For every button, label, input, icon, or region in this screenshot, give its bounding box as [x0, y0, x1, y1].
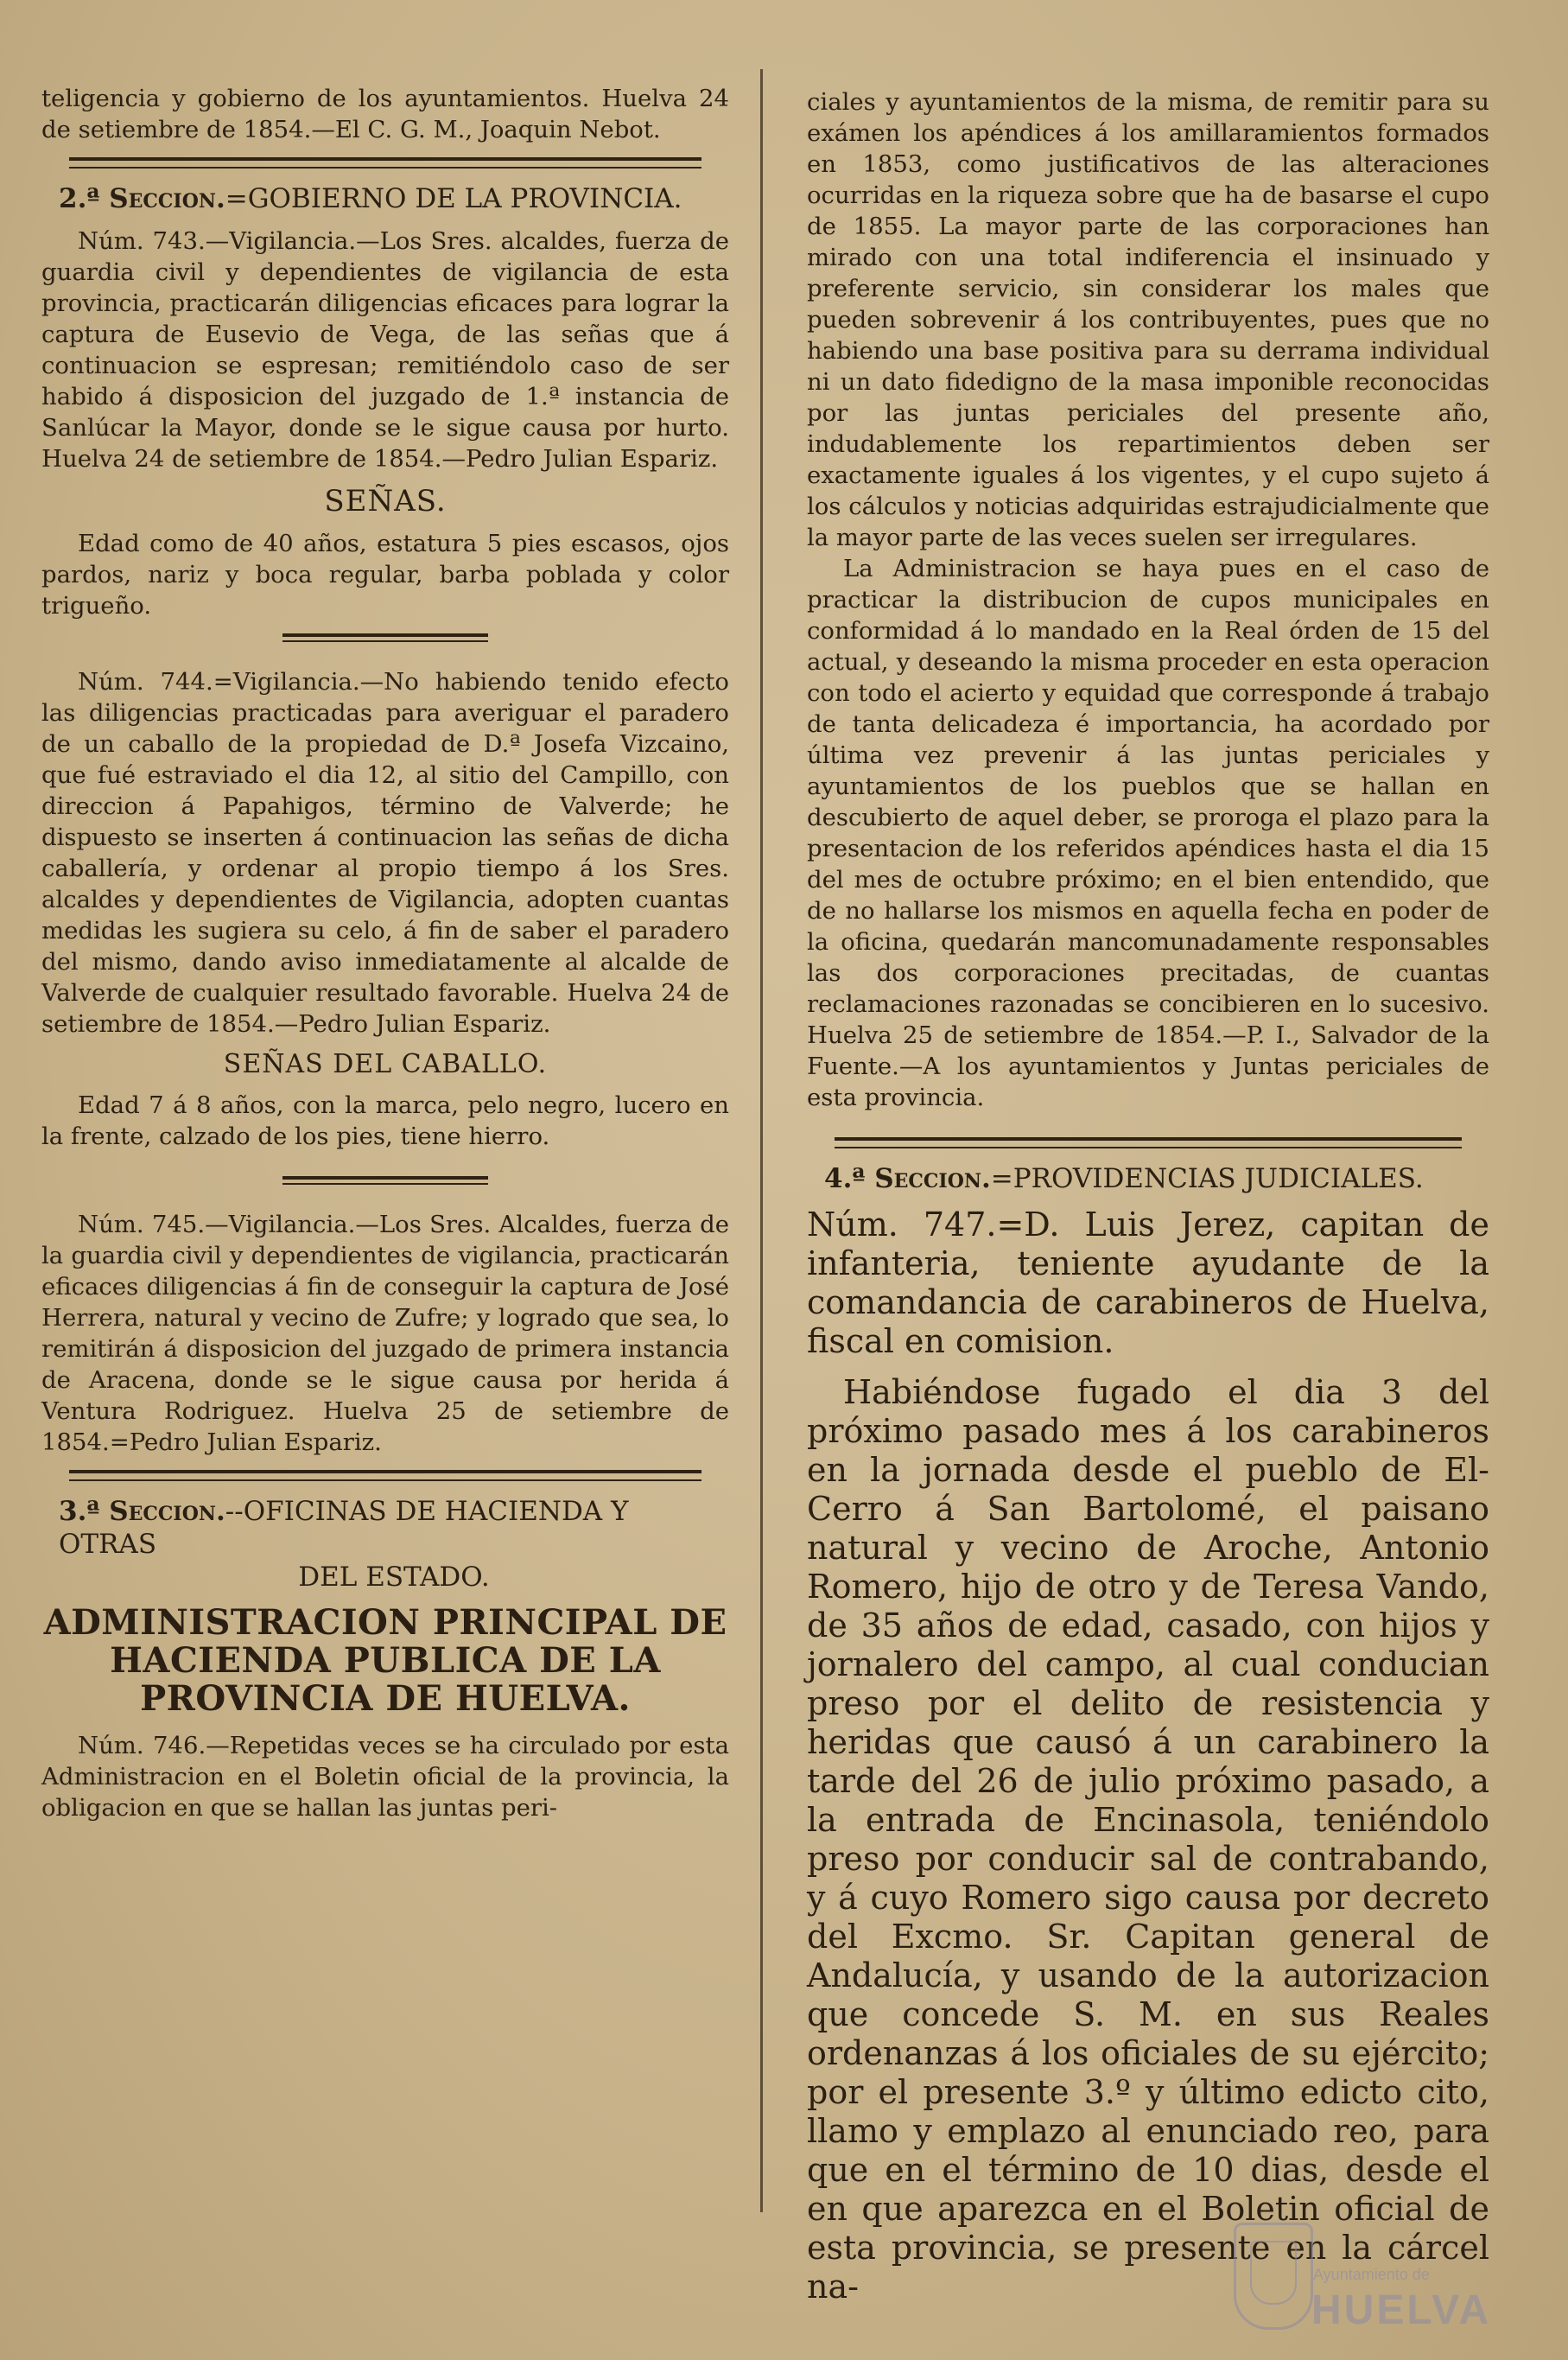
- separator-short: [282, 633, 489, 642]
- notice-743: Núm. 743.—Vigilancia.—Los Sres. alcaldes, fuerza de guardia civil y dependientes de vigilancia de esta provincia, practicarán diligencias eficaces para lograr la captura de Eusevio de Vega, de las señas que á continuacion se espresan; remitiéndolo caso de ser habido á disposicion del juzgado de 1.ª instancia de Sanlúcar la Mayor, donde se le sigue causa por hurto. Huelva 24 de setiembre de 1854.—Pedro Julian Espariz.: [41, 227, 729, 473]
- huelva-watermark-stamp: [1218, 2214, 1503, 2344]
- notice-746-continued: ciales y ayuntamientos de la misma, de remitir para su exámen los apéndices á los amillaramientos formados en 1853, como justificativos de las alteraciones ocurridas en la riqueza sobre que ha de basarse el cupo de 1855. La mayor parte de las corporaciones han mirado con una total indiferencia el insinuado y preferente servicio, sin considerar los males que pueden sobrevenir á los contribuyentes, pues que no habiendo una base positiva para su derrama individual ni un dato fidedigno de la masa imponible reconocidas por las juntas periciales del presente año, indudablemente los repartimientos deben ser exactamente iguales á los vigentes, y el cupo sujeto á los cálculos y noticias adquiridas estrajudicialmente que la mayor parte de las veces suelen ser irregulares.: [807, 88, 1489, 551]
- section-3-title-line-1: --OFICINAS DE HACIENDA Y OTRAS: [59, 1496, 629, 1560]
- section-2-label: 2.ª Seccion.: [59, 183, 225, 214]
- separator-rule: [69, 1470, 701, 1481]
- section-4-title: =PROVIDENCIAS JUDICIALES.: [990, 1163, 1424, 1194]
- top-fragment: teligencia y gobierno de los ayuntamientos. Huelva 24 de setiembre de 1854.—El C. G. M., Joaquin Nebot.: [41, 85, 729, 143]
- section-3-label: 3.ª Seccion.: [59, 1496, 225, 1527]
- separator-rule: [69, 157, 701, 169]
- section-4-heading: [824, 1162, 1489, 1195]
- senas-title: SEÑAS.: [324, 484, 447, 518]
- crest-icon: [1234, 2223, 1313, 2330]
- section-2-heading: [59, 182, 729, 215]
- senas-text: Edad como de 40 años, estatura 5 pies escasos, ojos pardos, nariz y boca regular, barba poblada y color trigueño.: [41, 530, 729, 620]
- separator-rule: [835, 1137, 1463, 1148]
- section-3-heading: [59, 1495, 729, 1593]
- caballo-text: Edad 7 á 8 años, con la marca, pelo negro, lucero en la frente, calzado de los pies, tiene hierro.: [41, 1091, 729, 1150]
- caballo-title: SEÑAS DEL CABALLO.: [223, 1049, 548, 1079]
- section-3-title-line-2: DEL ESTADO.: [298, 1562, 490, 1593]
- notice-744: Núm. 744.=Vigilancia.—No habiendo tenido efecto las diligencias practicadas para averiguar el paradero de un caballo de la propiedad de D.ª Josefa Vizcaino, que fué estraviado el dia 12, al sitio del Campillo, con direccion á Papahigos, término de Valverde; he dispuesto se inserten á continuacion las señas de dicha caballería, y ordenar al propio tiempo á los Sres. alcaldes y dependientes de Vigilancia, adopten cuantas medidas les sugiera su celo, á fin de saber el paradero del mismo, dando aviso inmediatamente al alcalde de Valverde de cualquier resultado favorable. Huelva 24 de setiembre de 1854.—Pedro Julian Espariz.: [41, 668, 729, 1038]
- notice-746-paragraph-2: La Administracion se haya pues en el caso de practicar la distribucion de cupos municipales en conformidad á lo mandado en la Real órden de 15 del actual, y deseando la misma proceder en esta operacion con todo el acierto y equidad que corresponde á trabajo de tanta delicadeza é importancia, ha acordado por última vez prevenir á las juntas periciales y ayuntamientos de los pueblos que se hallan en descubierto de aquel deber, se proroga el plazo para la presentacion de los referidos apéndices hasta el dia 15 del mes de octubre próximo; en el bien entendido, que de no hallarse los mismos en aquella fecha en poder de la oficina, quedarán mancomunadamente responsables las dos corporaciones precitadas, de cuantas reclamaciones razonadas se concibieren en lo sucesivo. Huelva 25 de setiembre de 1854.—P. I., Salvador de la Fuente.—A los ayuntamientos y Juntas periciales de esta provincia.: [807, 555, 1489, 1111]
- notice-745: Núm. 745.—Vigilancia.—Los Sres. Alcaldes, fuerza de la guardia civil y dependientes de vigilancia, practicarán eficaces diligencias á fin de conseguir la captura de José Herrera, natural y vecino de Zufre; y logrado que sea, lo remitirán á disposicion del juzgado de primera instancia de Aracena, donde se le sigue causa por herida á Ventura Rodriguez. Huelva 25 de setiembre de 1854.=Pedro Julian Espariz.: [41, 1211, 729, 1456]
- section-2-title: =GOBIERNO DE LA PROVINCIA.: [225, 183, 682, 214]
- separator-short: [282, 1176, 489, 1185]
- notice-746: Núm. 746.—Repetidas veces se ha circulado por esta Administracion en el Boletin oficial de la provincia, la obligacion en que se hallan las juntas peri-: [41, 1732, 729, 1822]
- right-column: [807, 86, 1489, 2306]
- column-divider: [760, 69, 763, 2212]
- left-column: [41, 83, 729, 1823]
- notice-747: Núm. 747.=D. Luis Jerez, capitan de infanteria, teniente ayudante de la comandancia de carabineros de Huelva, fiscal en comision.: [807, 1205, 1489, 1360]
- section-4-label: 4.ª Seccion.: [824, 1163, 991, 1194]
- administration-title: ADMINISTRACION PRINCIPAL DE HACIENDA PUBLICA DE LA PROVINCIA DE HUELVA.: [43, 1602, 727, 1719]
- stamp-big-text: HUELVA: [1311, 2287, 1492, 2333]
- stamp-small-text: Ayuntamiento de: [1313, 2266, 1430, 2283]
- notice-747-body: Habiéndose fugado el dia 3 del próximo pasado mes á los carabineros en la jornada desde el pueblo de El-Cerro á San Bartolomé, el paisano natural y vecino de Aroche, Antonio Romero, hijo de otro y de Teresa Vando, de 35 años de edad, casado, con hijos y jornalero del campo, al cual conducian preso por el delito de resistencia y heridas que causó á un carabinero la tarde del 26 de julio próximo pasado, a la entrada de Encinasola, teniéndolo preso por conducir sal de contrabando, y á cuyo Romero sigo causa por decreto del Excmo. Sr. Capitan general de Andalucía, y usando de la autorizacion que concede S. M. en sus Reales ordenanzas á los oficiales de su ejército; por el presente 3.º y último edicto cito, llamo y emplazo al enunciado reo, para que en el término de 10 dias, desde el en que aparezca en el Boletin oficial de esta provincia, se presente en la cárcel na-: [807, 1373, 1489, 2306]
